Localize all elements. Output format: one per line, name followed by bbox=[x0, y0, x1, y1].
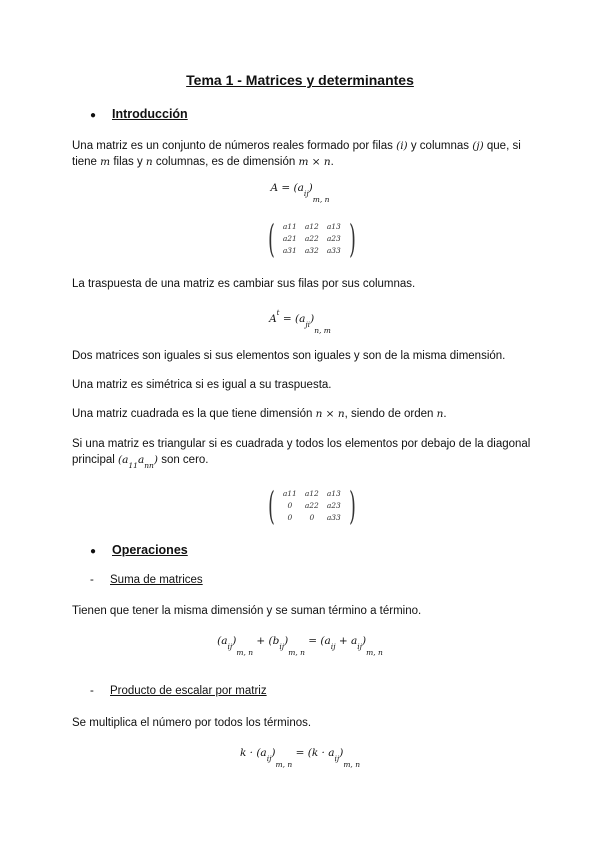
eq-text: + (b bbox=[256, 635, 280, 647]
eq-sub: ij bbox=[227, 642, 233, 651]
math: (a bbox=[118, 454, 129, 466]
text: , siendo de orden bbox=[344, 408, 434, 420]
matrix-cell: 0 bbox=[287, 513, 293, 522]
page-title: Tema 1 - Matrices y determinantes bbox=[186, 72, 414, 88]
text: columnas, es de dimensión bbox=[155, 156, 296, 168]
matrix-grid bbox=[279, 488, 345, 524]
eq-text: A = (a bbox=[270, 182, 304, 194]
right-paren: ) bbox=[348, 484, 356, 528]
right-paren: ) bbox=[348, 217, 356, 261]
text: principal bbox=[72, 454, 115, 466]
bullet-icon: ● bbox=[90, 110, 97, 121]
matrix-cell: a11 bbox=[282, 222, 297, 231]
eq-sub: ij bbox=[334, 754, 340, 763]
eq-text: ) bbox=[284, 635, 289, 647]
math-i: (i) bbox=[396, 140, 408, 152]
equation-matrix-notation bbox=[0, 180, 600, 204]
eq-sub: ij bbox=[357, 642, 363, 651]
eq-text: (a bbox=[217, 635, 228, 647]
eq-text: ) bbox=[339, 747, 344, 759]
matrix-cell: a22 bbox=[304, 234, 319, 243]
section-heading-intro bbox=[90, 107, 188, 121]
math-j: (j) bbox=[472, 140, 484, 152]
paragraph-matrix-definition bbox=[72, 138, 532, 170]
matrix-cell: a31 bbox=[282, 246, 297, 255]
text: . bbox=[330, 156, 334, 168]
eq-sub: m, n bbox=[312, 195, 330, 204]
matrix-cell: a23 bbox=[326, 234, 341, 243]
math: a bbox=[137, 454, 145, 466]
text: Si una matriz es triangular si es cuadrada y todos los elementos por debajo de la diagonal bbox=[72, 438, 531, 450]
section-heading-operations bbox=[90, 543, 188, 557]
math-m: m bbox=[100, 156, 111, 168]
matrix-cell: a23 bbox=[326, 501, 341, 510]
dash-icon: - bbox=[90, 574, 94, 586]
math-dimension: m × n bbox=[298, 156, 331, 168]
equation-transpose bbox=[0, 309, 600, 335]
math-n: n bbox=[145, 156, 153, 168]
eq-text: ) bbox=[310, 313, 315, 325]
eq-text: A bbox=[269, 313, 277, 325]
eq-sub: ij bbox=[266, 754, 272, 763]
left-paren: ( bbox=[268, 484, 275, 528]
math-dimension: n × n bbox=[315, 408, 345, 420]
eq-sub: n, m bbox=[314, 326, 331, 335]
subheading-scalar-product bbox=[90, 685, 267, 697]
matrix-cell: a22 bbox=[304, 501, 319, 510]
eq-sup: t bbox=[276, 309, 280, 317]
eq-sub: ij bbox=[303, 189, 309, 198]
subheading-sum bbox=[90, 574, 203, 586]
paragraph-symmetric: Una matriz es simétrica si es igual a su traspuesta. bbox=[72, 379, 332, 391]
paragraph-triangular bbox=[72, 436, 542, 474]
equation-scalar bbox=[0, 745, 600, 769]
eq-sub: m, n bbox=[343, 760, 361, 769]
matrix-cell: a33 bbox=[326, 513, 341, 522]
text: Una matriz cuadrada es la que tiene dimensión bbox=[72, 408, 313, 420]
math: ) bbox=[153, 454, 158, 466]
heading-intro-text: Introducción bbox=[112, 107, 188, 121]
eq-text: ) bbox=[232, 635, 237, 647]
eq-text: k · (a bbox=[239, 747, 267, 759]
matrix-grid bbox=[279, 221, 345, 257]
paragraph-square bbox=[72, 406, 532, 422]
heading-operations-text: Operaciones bbox=[112, 543, 188, 557]
eq-text: ) bbox=[308, 182, 313, 194]
dash-icon: - bbox=[90, 685, 94, 697]
math-sub: 11 bbox=[128, 461, 138, 470]
eq-sub: m, n bbox=[275, 760, 293, 769]
matrix-cell: a33 bbox=[326, 246, 341, 255]
eq-sub: m, n bbox=[236, 648, 254, 657]
matrix-cell: a21 bbox=[282, 234, 297, 243]
eq-text: ) bbox=[362, 635, 367, 647]
eq-text: + a bbox=[338, 635, 358, 647]
matrix-cell: a11 bbox=[282, 489, 297, 498]
matrix-3x3-triangular bbox=[264, 484, 360, 528]
paragraph-equal-matrices: Dos matrices son iguales si sus elementos son iguales y son de la misma dimensión. bbox=[72, 350, 506, 362]
eq-text: = (a bbox=[282, 313, 306, 325]
text: Una matriz es un conjunto de números reales formado por filas bbox=[72, 140, 393, 152]
matrix-cell: a13 bbox=[326, 489, 341, 498]
text: . bbox=[443, 408, 447, 420]
eq-text: ) bbox=[271, 747, 276, 759]
eq-sub: m, n bbox=[288, 648, 305, 657]
matrix-cell: a12 bbox=[304, 489, 319, 498]
math-sub: nn bbox=[144, 461, 154, 470]
eq-sub: m, n bbox=[366, 648, 383, 657]
matrix-cell: 0 bbox=[309, 513, 315, 522]
eq-sub: ij bbox=[279, 642, 285, 651]
bullet-icon: ● bbox=[90, 546, 97, 557]
eq-sub: ij bbox=[330, 642, 336, 651]
matrix-cell: 0 bbox=[287, 501, 293, 510]
matrix-cell: a13 bbox=[326, 222, 341, 231]
paragraph-transpose: La traspuesta de una matriz es cambiar sus filas por sus columnas. bbox=[72, 278, 416, 290]
text: tiene bbox=[72, 156, 97, 168]
paragraph-scalar: Se multiplica el número por todos los términos. bbox=[72, 717, 312, 729]
equation-sum bbox=[0, 633, 600, 657]
matrix-cell: a12 bbox=[304, 222, 319, 231]
matrix-cell: a32 bbox=[304, 246, 319, 255]
text: y columnas bbox=[410, 140, 470, 152]
math-n: n bbox=[436, 408, 444, 420]
paragraph-sum: Tienen que tener la misma dimensión y se suman término a término. bbox=[72, 605, 422, 617]
text: filas y bbox=[113, 156, 143, 168]
matrix-3x3-general bbox=[264, 217, 360, 261]
text: son cero. bbox=[161, 454, 209, 466]
eq-text: = (k · a bbox=[295, 747, 335, 759]
text: que, si bbox=[486, 140, 521, 152]
left-paren: ( bbox=[268, 217, 275, 261]
subheading-sum-text: Suma de matrices bbox=[110, 574, 203, 586]
eq-sub: ji bbox=[305, 320, 311, 329]
subheading-scalar-text: Producto de escalar por matriz bbox=[110, 685, 267, 697]
eq-text: = (a bbox=[308, 635, 331, 647]
